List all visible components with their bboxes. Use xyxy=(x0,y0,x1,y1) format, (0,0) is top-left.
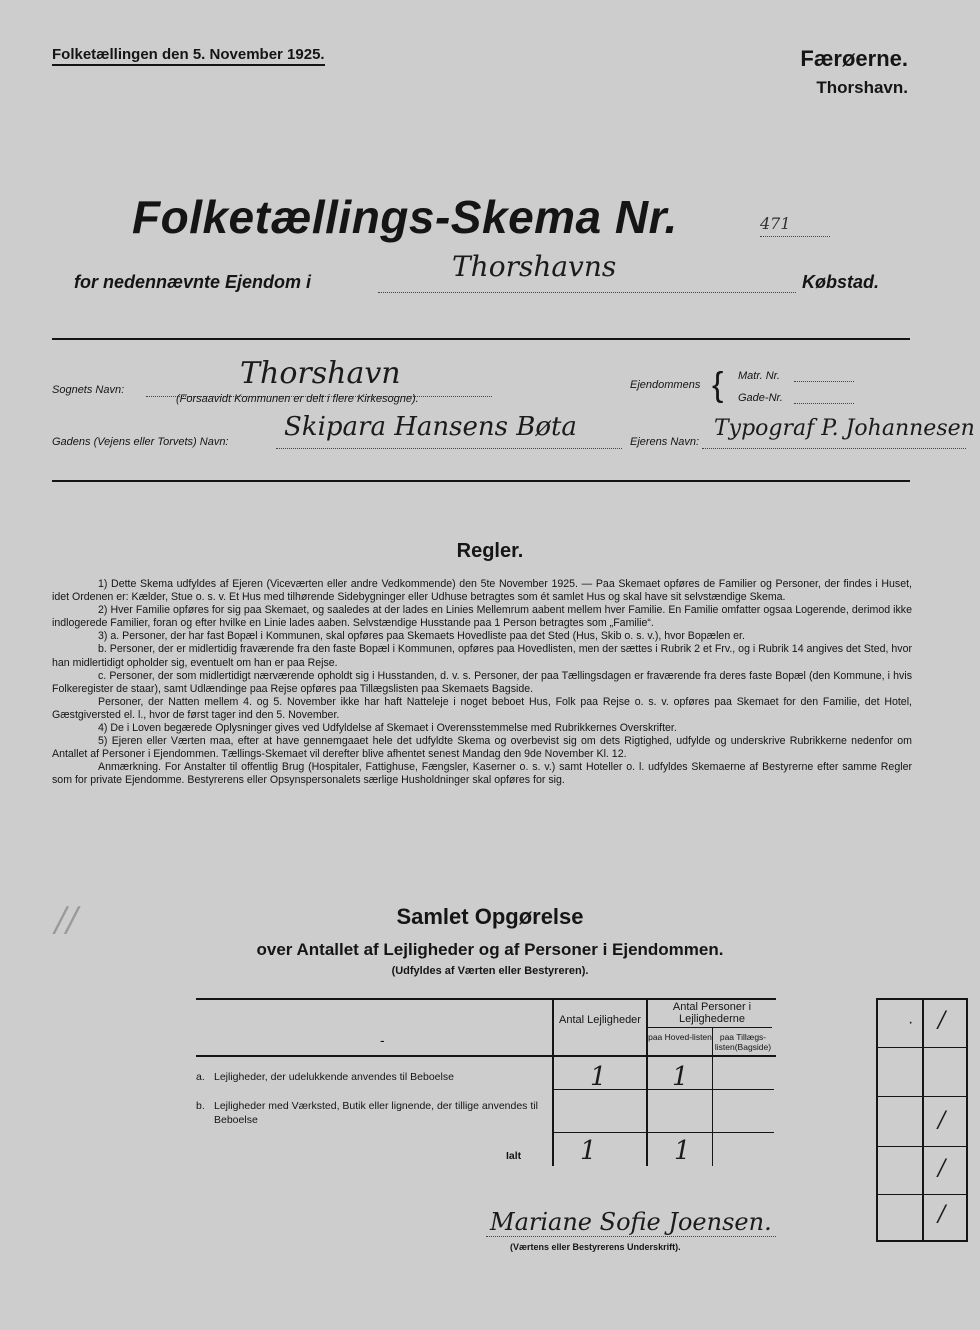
table-subheader-line xyxy=(648,1027,772,1028)
table-ialt-line xyxy=(554,1132,774,1133)
summary-subtitle: over Antallet af Lejligheder og af Personer i Ejendommen. xyxy=(256,940,724,959)
gade-nr-line xyxy=(794,403,854,404)
col-hovedliste: paa Hoved-listen xyxy=(648,1032,712,1042)
side-box-row-line-3 xyxy=(878,1146,966,1147)
rule-3b: b. Personer, der er midlertidig fraværende fra den faste Bopæl i Kommunen, opføres paa Hovedlisten, men der sættes i Rubrik 2 et Frv., og i Rubrik 14 angives det Sted, hvor han midlertidigt opholder sig, eventuelt om han er paa Rejse. xyxy=(52,643,912,669)
matr-label: Matr. Nr. xyxy=(738,370,780,382)
ialt-hovedliste-value: 1 xyxy=(674,1136,691,1166)
side-box-col-line xyxy=(922,1000,924,1240)
matr-line xyxy=(794,381,854,382)
sogn-label: Sognets Navn: xyxy=(52,384,125,396)
ejendom-brace: { xyxy=(712,366,724,404)
ialt-label: Ialt xyxy=(506,1150,522,1162)
summary-title: Samlet Opgørelse xyxy=(396,904,584,929)
title-number-line xyxy=(760,236,830,237)
form-title: Folketællings-Skema Nr. xyxy=(132,191,678,243)
gade-nr-label: Gade-Nr. xyxy=(738,392,783,404)
table-top-line xyxy=(196,998,776,1000)
rule-1: 1) Dette Skema udfyldes af Ejeren (Viceværten eller andre Vedkommende) den 5te November 1925. — Paa Skemaet opføres de Familier og Personer, der findes i Huset, idet Ordenen er: Kælder, Stue o. s. v. Et Hus med tilhørende Sidebygninger eller Udhuse betragtes som ét samlet Hus og skal have sit selvstændige Skema. xyxy=(52,578,912,604)
subtitle-handwritten-town: Thorshavns xyxy=(452,250,617,283)
rules-title: Regler. xyxy=(456,540,524,562)
col-antal-personer: Antal Personer i Lejlighederne xyxy=(672,1001,752,1025)
table-header-line xyxy=(196,1055,776,1057)
rule-bottom xyxy=(52,480,910,482)
signature: Mariane Sofie Joensen. xyxy=(490,1208,772,1236)
side-box-dot: · xyxy=(908,1014,914,1031)
row-b-letter: b. xyxy=(196,1100,205,1112)
rule-5: 5) Ejeren eller Værten maa, efter at have gennemgaaet hele det udfyldte Skema og overbevist sig om dets Rigtighed, udfylde og underskrive Rubrikkerne nedenfor om Antallet af Personer i Ejendommen. Tællings-Skemaet vil derefter blive afhentet senest Mandag den 9de November Kl. 12. xyxy=(52,735,912,761)
table-row-line xyxy=(554,1089,774,1090)
row-a-letter: a. xyxy=(196,1071,205,1083)
side-box-mark-4: / xyxy=(938,1202,946,1227)
gade-line xyxy=(276,448,622,449)
header-town: Thorshavn. xyxy=(816,78,908,97)
summary-note: (Udfyldes af Værten eller Bestyreren). xyxy=(391,965,589,977)
subtitle-prefix: for nedennævnte Ejendom i xyxy=(74,272,312,292)
subtitle-dotted-line xyxy=(378,292,796,293)
rule-2: 2) Hver Familie opføres for sig paa Skemaet, og saaledes at der lades en Linies Mellemrum aabent mellem hver Familie. En Familie omfatter ogsaa Logerende, derimod ikke indlogerede Familier, foran og efter hvilke en Linie lades aaben. Selvstændige Husstande paa 1 Person betragtes som „Familie“. xyxy=(52,604,912,630)
row-a-hovedliste-value: 1 xyxy=(672,1062,689,1092)
title-number: 471 xyxy=(760,214,791,233)
rule-top xyxy=(52,338,910,340)
side-box-mark-1: / xyxy=(938,1008,946,1033)
sogn-value: Thorshavn xyxy=(240,356,401,391)
header-census-date: Folketællingen den 5. November 1925. xyxy=(52,46,325,66)
side-box-mark-2: / xyxy=(938,1108,946,1133)
subtitle-suffix: Købstad. xyxy=(802,272,880,292)
rule-3d: Personer, der Natten mellem 4. og 5. November ikke har haft Natteleje i noget beboet Hus, Folk paa Rejse o. s. v. opføres paa Skemaet for den Familie, det Hotel, Gæstgiversted el. l., hvor de først tager ind den 5. November. xyxy=(52,695,912,721)
ejer-line xyxy=(702,448,966,449)
rules-text xyxy=(52,578,912,788)
summary-table xyxy=(196,998,776,1168)
table-col-line-2 xyxy=(646,998,648,1166)
row-b-label: Lejligheder med Værksted, Butik eller lignende, der tillige anvendes til Beboelse xyxy=(214,1100,538,1126)
gade-label: Gadens (Vejens eller Torvets) Navn: xyxy=(52,436,229,448)
table-corner-dash: - xyxy=(380,1032,385,1048)
gade-value: Skipara Hansens Bøta xyxy=(284,412,577,442)
side-box-mark-3: / xyxy=(938,1156,946,1181)
signature-line xyxy=(486,1236,776,1237)
rule-3a: 3) a. Personer, der har fast Bopæl i Kommunen, skal opføres paa Skemaets Hovedliste paa det Sted (Hus, Skib o. s. v.), hvor Bopælen er. xyxy=(98,630,745,643)
rules-note: Anmærkning. For Anstalter til offentlig Brug (Hospitaler, Fattighuse, Fængsler, Kaserner o. s. v.) samt Hoteller o. l. udfyldes Skemaerne af Bestyrerne efter samme Regler som for private Ejendomme. Bestyrerens eller Opsynspersonalets særlige Husholdninger skal opføres for sig. xyxy=(52,761,912,787)
table-col-line-1 xyxy=(552,998,554,1166)
side-box-row-line-1 xyxy=(878,1047,966,1048)
row-a-label: Lejligheder, der udelukkende anvendes til Beboelse xyxy=(214,1071,454,1083)
side-box-row-line-4 xyxy=(878,1194,966,1195)
ejer-value: Typograf P. Johannesen xyxy=(714,416,975,441)
ialt-lejligheder-value: 1 xyxy=(580,1136,597,1166)
col-tillaegsliste: paa Tillægs-listen(Bagside) xyxy=(714,1032,772,1052)
signature-note: (Værtens eller Bestyrerens Underskrift). xyxy=(510,1242,681,1252)
row-a-lejligheder-value: 1 xyxy=(590,1062,607,1092)
header-region: Færøerne. xyxy=(800,46,908,71)
sogn-note: (Forsaavidt Kommunen er delt i flere Kirkesogne). xyxy=(176,393,419,405)
col-antal-lejligheder: Antal Lejligheder xyxy=(559,1014,641,1026)
side-box-row-line-2 xyxy=(878,1096,966,1097)
ejer-label: Ejerens Navn: xyxy=(630,436,700,448)
ejendom-label: Ejendommens xyxy=(630,379,701,391)
side-box xyxy=(876,998,968,1242)
rule-3c: c. Personer, der som midlertidigt nærværende opholdt sig i Husstanden, d. v. s. Personer, der paa Tællingsdagen er fraværende fra deres faste Bopæl (den Kommune, i hvis Folkeregister de staar), samt Udlændinge paa Rejse opføres paa Tillægslisten paa Skemaets Bagside. xyxy=(52,669,912,695)
rule-4: 4) De i Loven begærede Oplysninger gives ved Udfyldelse af Skemaet i Overensstemmelse med Rubrikkernes Overskrifter. xyxy=(98,722,677,735)
margin-pencil-mark: // xyxy=(55,900,78,940)
